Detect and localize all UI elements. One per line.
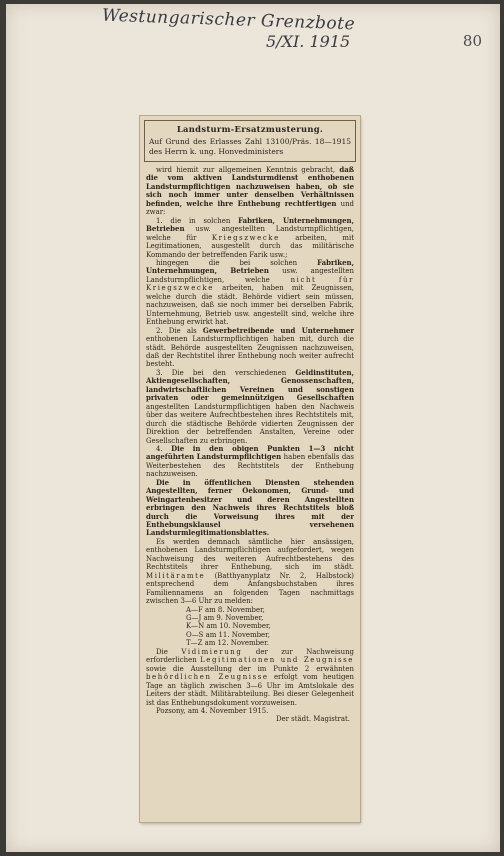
signature: Der städt. Magistrat.: [275, 715, 350, 724]
handwritten-date: 5/XI. 1915: [266, 32, 351, 51]
paragraph-item-1b: hingegen die bei solchen Fabriken, Unternehmungen, Betrieben usw. angestellten Landsturmpflichtigen, welche nicht für Kriegszwecke arbeiten, haben mit Zeugnissen, welche durch die städt. Behörde vidiert sein müssen, nachzuweisen, daß sie noch immer bei derselben Fabrik, Unternehmung, Betrieb usw. angestellt sind, welche ihre Enthebung erwirkt hat.: [146, 257, 354, 327]
place-date: Pozsony, am 4. November 1915.: [156, 707, 269, 715]
handwritten-newspaper-title: Westungarischer Grenzbote: [101, 5, 356, 35]
schedule-item: O—S am 11. November,: [186, 630, 270, 639]
schedule-item: K—N am 10. November,: [186, 622, 271, 631]
paragraph-announcement: wird hiemit zur allgemeinen Kenntnis gebracht, daß die vom aktiven Landsturmdienst enthobenen Landsturmpflichtigen nachzuweisen haben, ob sie sich noch immer unter denselben Verhältnissen befinden, welche ihre Enthebung rechtfertigen und zwar:: [146, 165, 354, 217]
paragraph-item-3: 3. Die bei den verschiedenen Geldinstituten, Aktiengesellschaften, Genossenschaften, landwirtschaftlichen Vereinen und sonstigen privaten oder gemeinnützigen Gesellschaften angestellten Landsturmpflichtigen haben den Nachweis über das weitere Aufrechtbestehen ihres Rechtstitels mit, durch die städtische Behörde vidierten Zeugnissen der Direktion der betreffenden Anstalten, Vereine oder Gesellschaften zu erbringen.: [146, 367, 354, 445]
clipping-body: [140, 164, 360, 724]
paragraph-public-servants: Die in öffentlichen Diensten stehenden Angestellten, ferner Oekonomen, Grund- und Weingartenbesitzer und deren Angestellten erbringen den Nachweis ihres Rechtstitels bloß durch die Vorweisung ihres mit der Enthebungsklausel versehenen Landsturmlegitimationsblattes.: [146, 477, 354, 538]
paragraph-item-4: 4. Die in den obigen Punkten 1—3 nicht angeführten Landsturmpflichtigen haben ebenfalls das Weiterbestehen des Rechtstitels der Enthebung nachzuweisen.: [146, 443, 355, 479]
newspaper-clipping: [140, 116, 360, 822]
clipping-heading: Landsturm-Ersatzmusterung.: [176, 124, 324, 134]
schedule-item: G—J am 9. November,: [186, 614, 264, 623]
paragraph-invitation: Es werden demnach sämtliche hier ansässigen, enthobenen Landsturmpflichtigen aufgefordert, wegen Nachweisung des weiteren Aufrechtbestehens des Rechtstitels ihrer Enthebung, sich im städt. Militäramte (Batthyanyplatz Nr. 2, Halbstock) entsprechend dem Anfangsbuchstaben ihres Familiennamens an folgenden Tagen nachmittags zwischen 3—6 Uhr zu melden:: [146, 537, 354, 606]
paragraph-item-1: 1. die in solchen Fabriken, Unternehmungen, Betrieben usw. angestellten Landsturmpflichtigen, welche für Kriegszwecke arbeiten, mit Legitimationen, ausgestellt durch das militärische Kommando der betreffenden Farik usw.;: [146, 215, 354, 259]
paragraph-closing: Die Vidimierung der zur Nachweisung erforderlichen Legitimationen und Zeugnisse sowie die Ausstellung der im Punkte 2 erwähnten behördlichen Zeugnisse erfolgt vom heutigen Tage an täglich zwischen 3—6 Uhr im Amtslokale des Leiters der städt. Militärabteilung. Bei dieser Gelegenheit ist das Enthebungsdokument vorzuweisen.: [146, 647, 354, 707]
clipping-header: [144, 120, 356, 162]
schedule-item: T—Z am 12. November.: [186, 639, 269, 648]
page-number: 80: [462, 32, 482, 50]
paragraph-item-2: 2. Die als Gewerbetreibende und Unternehmer enthobenen Landsturmpflichtigen haben mit, durch die städt. Behörde ausgestellten Zeugnissen nachzuweisen, daß der Rechtstitel ihrer Enthebung noch weiter aufrecht besteht.: [146, 325, 354, 369]
schedule-item: A—F am 8. November,: [186, 605, 265, 614]
clipping-intro: Auf Grund des Erlasses Zahl 13100/Präs. 18—1915 des Herrn k. ung. Honvedministers: [149, 137, 351, 156]
